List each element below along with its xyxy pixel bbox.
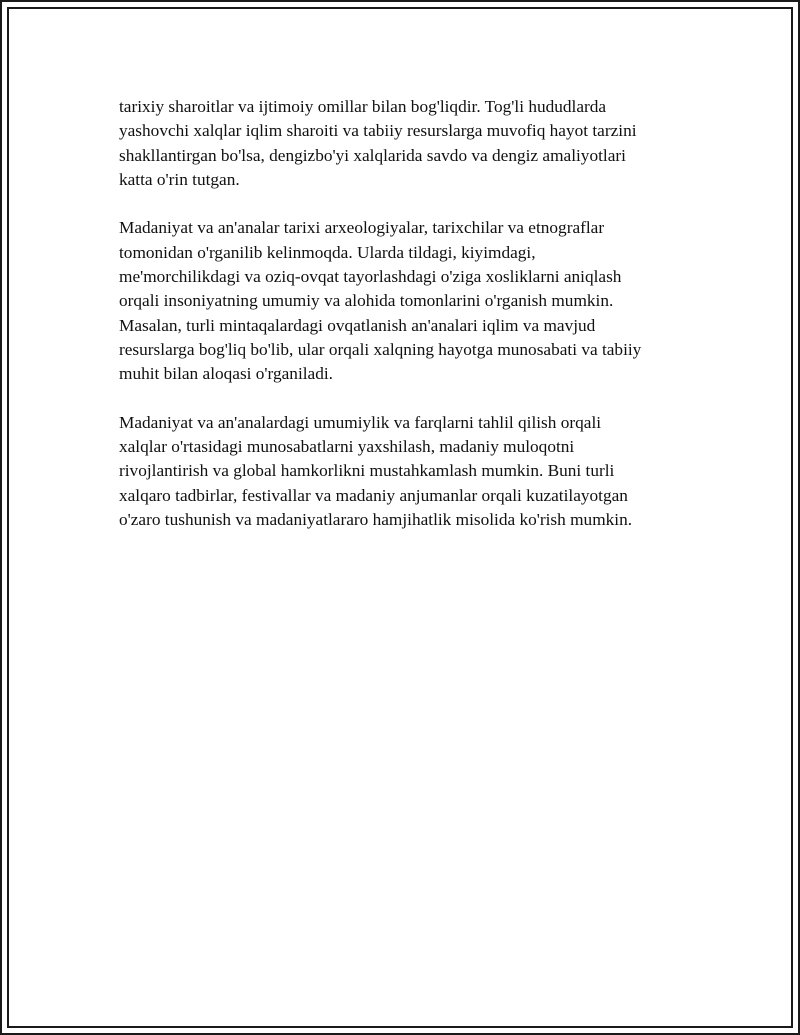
paragraph-line: shakllantirgan bo'lsa, dengizbo'yi xalqlarida savdo va dengiz amaliyotlari: [119, 145, 626, 165]
paragraph-2: [119, 216, 699, 386]
paragraph-1: [119, 95, 699, 192]
paragraph-line: muhit bilan aloqasi o'rganiladi.: [119, 364, 333, 384]
document-body: [119, 95, 699, 557]
paragraph-line: xalqaro tadbirlar, festivallar va madaniy anjumanlar orqali kuzatilayotgan: [119, 485, 628, 505]
paragraph-line: o'zaro tushunish va madaniyatlararo hamjihatlik misolida ko'rish mumkin.: [119, 510, 633, 530]
paragraph-line: resurslarga bog'liq bo'lib, ular orqali xalqning hayotga munosabati va tabiiy: [119, 339, 642, 359]
paragraph-line: yashovchi xalqlar iqlim sharoiti va tabiiy resurslarga muvofiq hayot tarzini: [119, 121, 637, 141]
paragraph-line: rivojlantirish va global hamkorlikni mustahkamlash mumkin. Buni turli: [119, 461, 615, 481]
paragraph-3: [119, 411, 699, 532]
paragraph-line: Madaniyat va an'analardagi umumiylik va farqlarni tahlil qilish orqali: [119, 412, 602, 432]
paragraph-line: orqali insoniyatning umumiy va alohida tomonlarini o'rganish mumkin.: [119, 291, 614, 311]
paragraph-line: Madaniyat va an'analar tarixi arxeologiyalar, tarixchilar va etnograflar: [119, 218, 605, 238]
paragraph-line: me'morchilikdagi va oziq-ovqat tayorlashdagi o'ziga xosliklarni aniqlash: [119, 267, 622, 287]
paragraph-line: tarixiy sharoitlar va ijtimoiy omillar bilan bog'liqdir. Tog'li hududlarda: [119, 97, 607, 116]
paragraph-line: tomonidan o'rganilib kelinmoqda. Ularda tildagi, kiyimdagi,: [119, 242, 536, 262]
paragraph-line: katta o'rin tutgan.: [119, 169, 240, 189]
paragraph-line: xalqlar o'rtasidagi munosabatlarni yaxshilash, madaniy muloqotni: [119, 437, 575, 457]
paragraph-line: Masalan, turli mintaqalardagi ovqatlanish an'analari iqlim va mavjud: [119, 315, 596, 335]
